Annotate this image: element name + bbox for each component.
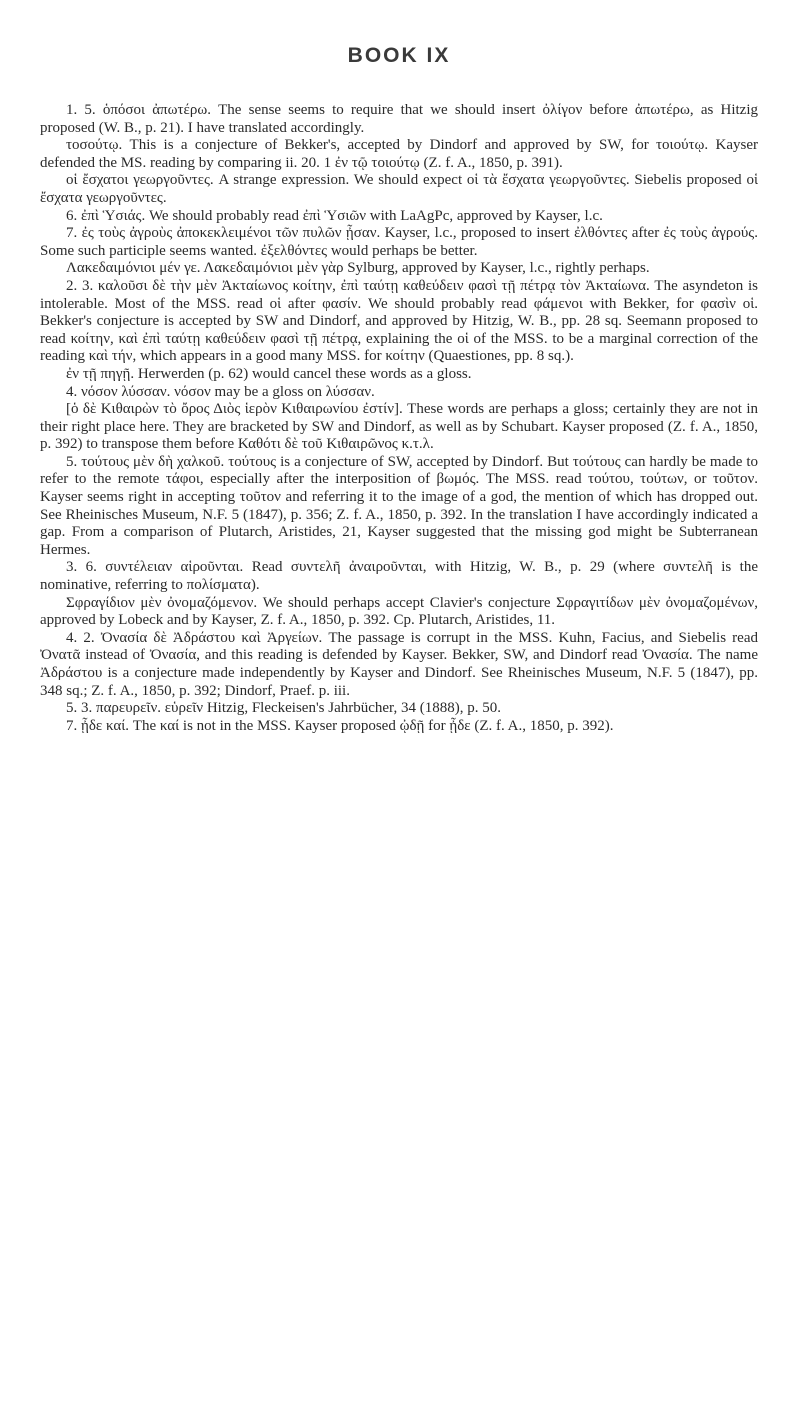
note-paragraph: 4. 2. Ὀνασία δὲ Ἀδράστου καὶ Ἀργείων. The passage is corrupt in the MSS. Kuhn, Facius, and Siebelis read Ὀνατᾶ instead of Ὀνασία, and this reading is defended by Kayser. Bekker, SW, and Dindorf read Ὀνασία. The name Ἀδράστου is a conjecture made independently by Kayser and Dindorf. See Rheinisches Museum, N.F. 5 (1847), pp. 348 sq.; Z. f. A., 1850, p. 392; Dindorf, Praef. p. iii. bbox=[40, 629, 758, 699]
note-paragraph: οἱ ἔσχατοι γεωργοῦντες. A strange expression. We should expect οἱ τὰ ἔσχατα γεωργοῦντες. Siebelis proposed οἱ ἔσχατα γεωργοῦντες. bbox=[40, 172, 758, 206]
page bbox=[40, 0, 758, 1412]
note-paragraph: τοσούτῳ. This is a conjecture of Bekker's, accepted by Dindorf and approved by SW, for τοιούτῳ. Kayser defended the MS. reading by comparing ii. 20. 1 ἐν τῷ τοιούτῳ (Z. f. A., 1850, p. 391). bbox=[40, 137, 758, 171]
note-paragraph: 4. νόσον λύσσαν. νόσον may be a gloss on λύσσαν. bbox=[66, 383, 375, 400]
note-paragraph: Σφραγίδιον μὲν ὀνομαζόμενον. We should perhaps accept Clavier's conjecture Σφραγιτίδων μὲν ὀνομαζομένων, approved by Lobeck and by Kayser, Z. f. A., 1850, p. 392. Cp. Plutarch, Aristides, 11. bbox=[40, 594, 758, 629]
note-paragraph: Λακεδαιμόνιοι μέν γε. Λακεδαιμόνιοι μὲν γὰρ Sylburg, approved by Kayser, l.c., rightly perhaps. bbox=[66, 260, 650, 277]
notes-section bbox=[40, 102, 758, 735]
note-paragraph: 7. ἐς τοὺς ἀγροὺς ἀποκεκλειμένοι τῶν πυλῶν ᾖσαν. Kayser, l.c., proposed to insert ἐλθόντες after ἐς τοὺς ἀγρούς. Some such participle seems wanted. ἐξελθόντες would perhaps be better. bbox=[40, 225, 758, 259]
note-paragraph: 5. τούτους μὲν δὴ χαλκοῦ. τούτους is a conjecture of SW, accepted by Dindorf. But τούτους can hardly be made to refer to the remote τάφοι, especially after the interposition of βωμός. The MSS. read τούτου, τούτων, or τοῦτον. Kayser seems right in accepting τοῦτον and referring it to the image of a god, the mention of which has dropped out. See Rheinisches Museum, N.F. 5 (1847), p. 356; Z. f. A., 1850, p. 392. In the translation I have accordingly indicated a gap. From a comparison of Plutarch, Aristides, 21, Kayser suggested that the missing god might be Subterranean Hermes. bbox=[40, 453, 758, 558]
note-paragraph: 7. ᾖδε καί. The καί is not in the MSS. Kayser proposed ᾠδῇ for ᾖδε (Z. f. A., 1850, p. 392). bbox=[66, 717, 614, 734]
note-paragraph: 3. 6. συντέλειαν αἱροῦνται. Read συντελῆ ἀναιροῦνται, with Hitzig, W. B., p. 29 (where συντελῆ is the nominative, referring to πολίσματα). bbox=[40, 559, 758, 594]
note-paragraph: 2. 3. καλοῦσι δὲ τὴν μὲν Ἀκταίωνος κοίτην, ἐπὶ ταύτῃ καθεύδειν φασὶ τῇ πέτρᾳ τὸν Ἀκταίωνα. The asyndeton is intolerable. Most of the MSS. read οἱ after φασίν. We should probably read φάμενοι with Bekker, for φασὶν οἱ. Bekker's conjecture is accepted by SW and Dindorf, and approved by Hitzig, W. B., pp. 28 sq. Seemann proposed to read κοίτην, καὶ ἐπὶ ταύτῃ καθεύδειν φασὶ τῇ πέτρᾳ, explaining the οἱ of the MSS. to be a marginal correction of the reading καὶ τήν, which appears in a good many MSS. for κοίτην (Quaestiones, pp. 8 sq.). bbox=[40, 277, 758, 365]
note-paragraph: 1. 5. ὁπόσοι ἀπωτέρω. The sense seems to require that we should insert ὀλίγον before ἀπωτέρω, as Hitzig proposed (W. B., p. 21). I have translated accordingly. bbox=[40, 102, 758, 136]
note-paragraph: 5. 3. παρευρεῖν. εὑρεῖν Hitzig, Fleckeisen's Jahrbücher, 34 (1888), p. 50. bbox=[66, 700, 501, 717]
note-paragraph: ἐν τῇ πηγῇ. Herwerden (p. 62) would cancel these words as a gloss. bbox=[66, 365, 472, 382]
note-paragraph: 6. ἐπὶ Ὑσιάς. We should probably read ἐπὶ Ὑσιῶν with LaAgPc, approved by Kayser, l.c. bbox=[66, 207, 603, 224]
page-title: BOOK IX bbox=[347, 44, 451, 67]
note-paragraph: [ὁ δὲ Κιθαιρὼν τὸ ὄρος Διὸς ἱερὸν Κιθαιρωνίου ἐστίν]. These words are perhaps a gloss; certainly they are not in their right place here. They are bracketed by SW and Dindorf, as well as by Schubart. Kayser proposed (Z. f. A., 1850, p. 392) to transpose them before Καθότι δὲ τοῦ Κιθαιρῶνος κ.τ.λ. bbox=[40, 401, 758, 453]
